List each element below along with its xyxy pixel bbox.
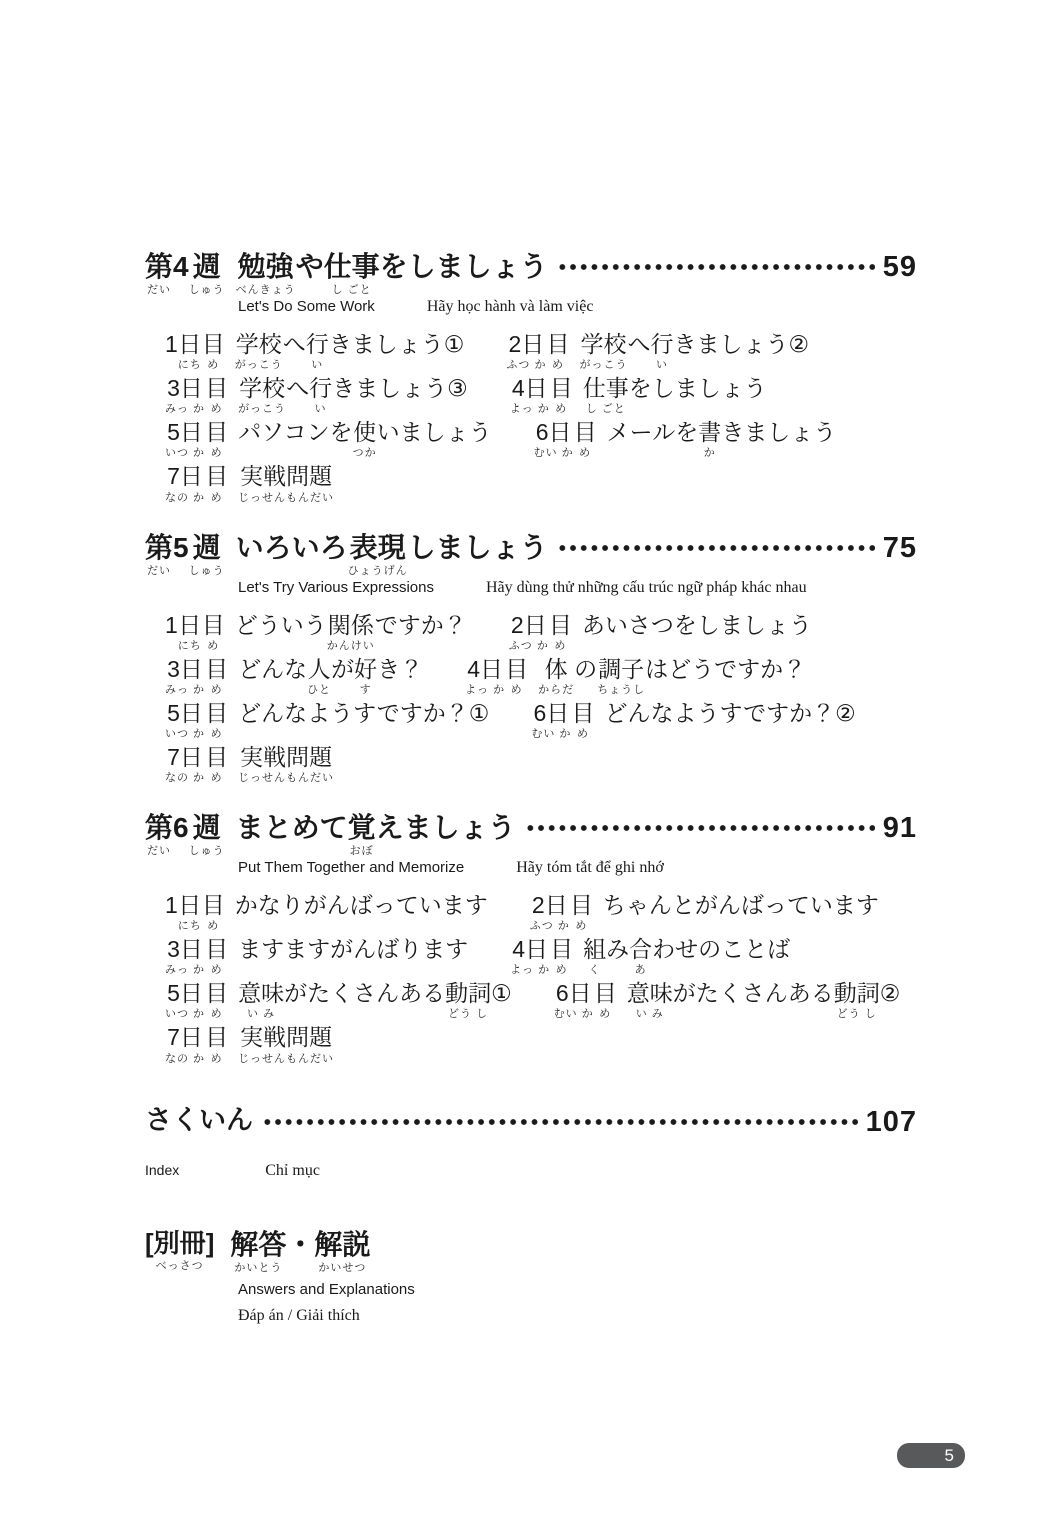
appendix-header-row [145, 1228, 917, 1274]
text-segment: 目 め [205, 743, 229, 785]
appendix-title [230, 1228, 370, 1274]
text-segment: ] [205, 1228, 215, 1259]
day-number [165, 612, 225, 652]
week-label [145, 531, 225, 577]
text-segment: いましょう [376, 419, 492, 446]
day-number [165, 656, 228, 696]
day-item [165, 936, 468, 976]
text-segment: どんな [238, 655, 308, 682]
text-segment: きましょう③ [332, 375, 468, 402]
text-segment: 目 め [593, 980, 617, 1021]
week-subtitle-row [238, 298, 917, 316]
page-number: 75 [882, 531, 917, 564]
text-segment: 3日 みっ か [165, 936, 206, 977]
dotted-leader [557, 531, 875, 565]
text-segment: 仕事 し ごと [323, 251, 380, 297]
index-subtitle-row [145, 1161, 917, 1180]
week-label [145, 250, 225, 296]
text-segment: きましょう [721, 419, 837, 446]
day-title [238, 375, 468, 415]
text-segment: 6 [173, 812, 189, 844]
text-segment: えましょう [375, 812, 516, 844]
page-number-badge [897, 1443, 965, 1468]
text-segment: きましょう① [328, 331, 465, 358]
text-segment: 体 からだ [538, 655, 575, 696]
text-segment: 4 [173, 251, 189, 282]
appendix-label [145, 1228, 214, 1272]
day-number [554, 980, 617, 1020]
text-segment: 1 [165, 611, 178, 638]
day-title [235, 612, 467, 652]
text-segment: 週 しゅう [188, 251, 225, 297]
text-segment: 5日 いつ か [165, 980, 206, 1021]
subtitle-vietnamese: Hãy dùng thử những cấu trúc ngữ pháp khác nhau [486, 578, 807, 596]
day-title [579, 331, 809, 371]
day-number [165, 700, 228, 740]
text-segment: わせのことば [652, 936, 791, 963]
text-segment: 5 [173, 531, 189, 563]
day-title [238, 656, 423, 696]
text-segment: 書 か [698, 419, 722, 460]
week-header-row [145, 811, 917, 857]
text-segment: き？ [377, 655, 424, 682]
text-segment: 勉強 べんきょう [235, 251, 296, 297]
day-row [165, 419, 917, 459]
day-number [531, 700, 594, 740]
week-title [236, 811, 516, 857]
day-title [603, 892, 879, 932]
text-segment: 1 [165, 331, 178, 358]
day-title [238, 936, 468, 976]
text-segment: 6日 むい か [531, 699, 572, 740]
text-segment: パソコンを [238, 419, 353, 446]
text-segment: 合 あ [629, 936, 653, 977]
day-row [165, 375, 917, 415]
dotted-leader [262, 1105, 858, 1139]
day-title [238, 1024, 334, 1064]
text-segment: 別冊 べっさつ [153, 1228, 206, 1273]
text-segment: ますますがんばります [238, 936, 469, 963]
text-segment: 目 め [205, 699, 229, 740]
subtitle-vietnamese: Hãy tóm tắt để ghi nhớ [516, 859, 664, 877]
text-segment: 目 め [546, 331, 570, 372]
subtitle-english: Answers and Explanations [238, 1281, 415, 1299]
text-segment: 意味 い み [626, 980, 673, 1021]
text-segment: 組 く [583, 936, 607, 977]
week-section [145, 811, 917, 1065]
day-title [583, 936, 790, 976]
day-number [165, 744, 228, 784]
day-list [165, 612, 917, 785]
text-segment: 目 め [205, 655, 229, 696]
text-segment: 調子 ちょうし [597, 655, 646, 696]
day-title [583, 375, 767, 415]
text-segment: 第 だい [145, 251, 174, 297]
text-segment: あいさつをしましょう [581, 611, 812, 638]
day-list [165, 892, 917, 1065]
text-segment: 7日 なの か [165, 463, 206, 504]
day-number [165, 375, 228, 415]
week-section [145, 531, 917, 785]
text-segment: 動詞 どう し [445, 980, 492, 1021]
text-segment: 実戦問題 じっせんもんだい [238, 743, 335, 785]
text-segment: 目 め [205, 463, 229, 504]
day-number [510, 375, 573, 415]
day-item [165, 892, 488, 932]
week-section [145, 250, 917, 504]
day-row [165, 744, 917, 784]
day-item [510, 936, 790, 976]
week-subtitle-row [238, 859, 917, 877]
day-title [238, 419, 492, 459]
text-segment: 7日 なの か [165, 743, 206, 785]
text-segment: いろいろ [235, 531, 348, 563]
text-segment: の [574, 655, 598, 682]
day-row [165, 656, 917, 696]
day-title [604, 700, 855, 740]
day-title [235, 892, 488, 932]
text-segment: はどうですか？ [645, 655, 807, 682]
text-segment: 学校 がっこう [579, 331, 628, 372]
day-number [510, 936, 573, 976]
text-segment: 1 [165, 892, 178, 919]
text-segment: 好 す [354, 655, 378, 696]
text-segment: [ [145, 1228, 154, 1259]
day-title [627, 980, 901, 1020]
day-item [165, 419, 492, 459]
appendix-section [145, 1228, 917, 1325]
text-segment: 第 だい [145, 812, 174, 858]
week-title [236, 531, 548, 577]
day-title [238, 700, 489, 740]
day-item [165, 331, 464, 371]
day-item [531, 700, 855, 740]
subtitle-vietnamese: Chỉ mục [265, 1162, 320, 1180]
text-segment: がたくさんある [284, 980, 446, 1007]
text-segment: 目 め [205, 419, 229, 460]
text-segment: ちゃんとがんばっています [602, 892, 879, 919]
day-row [165, 700, 917, 740]
day-item [165, 463, 334, 503]
week-title [236, 250, 548, 296]
week-sections [145, 250, 917, 1065]
text-segment: 目 め [205, 980, 229, 1021]
day-item [165, 980, 512, 1020]
text-segment: かなりがんばっています [234, 892, 488, 919]
text-segment: 目 め [569, 892, 593, 933]
day-item [165, 700, 489, 740]
text-segment: 目 め [205, 936, 229, 977]
text-segment: 3日 みっ か [165, 655, 206, 696]
day-item [165, 744, 334, 784]
text-segment: ・ [286, 1229, 315, 1261]
text-segment: 動詞 どう し [833, 980, 880, 1021]
text-segment: さくいん [145, 1104, 253, 1135]
day-item [165, 612, 467, 652]
day-item [165, 656, 423, 696]
subtitle-vietnamese: Đáp án / Giải thích [238, 1307, 360, 1325]
day-title [238, 980, 512, 1020]
day-title [235, 331, 465, 371]
day-number [165, 419, 228, 459]
text-segment: どんなようすですか？① [238, 699, 490, 726]
text-segment: が [331, 655, 355, 682]
day-number [165, 980, 228, 1020]
day-number [465, 656, 528, 696]
page-number: 91 [882, 812, 917, 845]
text-segment: 2日 ふつ か [529, 892, 570, 933]
day-row [165, 612, 917, 652]
text-segment: がたくさんある [672, 980, 834, 1007]
text-segment: 目 め [505, 655, 529, 696]
day-number [165, 892, 225, 932]
day-item [554, 980, 901, 1020]
dotted-leader [557, 250, 875, 284]
text-segment: 6日 むい か [553, 980, 594, 1021]
day-number [534, 419, 597, 459]
text-segment: 実戦問題 じっせんもんだい [238, 1024, 335, 1065]
text-segment: 学校 がっこう [238, 375, 287, 416]
text-segment: どんなようすですか？② [604, 699, 856, 726]
text-segment: ② [879, 980, 901, 1007]
day-title [582, 612, 812, 652]
text-segment: 人 ひと [307, 655, 332, 696]
text-segment: まとめて [235, 812, 348, 844]
day-title [607, 419, 837, 459]
day-number [506, 331, 569, 371]
text-segment: 週 しゅう [188, 531, 225, 577]
text-segment: 5日 いつ か [165, 419, 206, 460]
page-number-label: 5 [944, 1446, 954, 1465]
day-item [534, 419, 837, 459]
subtitle-english: Let's Try Various Expressions [238, 578, 434, 596]
text-segment: 目 め [201, 611, 225, 652]
text-segment: 実戦問題 じっせんもんだい [238, 463, 335, 504]
day-row [165, 463, 917, 503]
index-header-row [145, 1105, 917, 1150]
text-segment: へ [286, 375, 310, 402]
text-segment: ですか？ [374, 611, 467, 638]
day-item [509, 612, 812, 652]
text-segment: 3日 みっ か [165, 375, 206, 416]
text-segment: 4日 よっ か [465, 655, 506, 696]
day-item [510, 375, 767, 415]
day-number [165, 331, 225, 371]
text-segment: 関係 かんけい [326, 611, 375, 652]
text-segment: 目 め [549, 375, 573, 416]
text-segment: 覚 おぼ [347, 812, 376, 858]
text-segment: 4日 よっ か [509, 375, 550, 416]
text-segment: 解説 かいせつ [314, 1229, 371, 1275]
text-segment: ① [491, 980, 512, 1007]
day-number [165, 936, 228, 976]
text-segment: 行 い [309, 375, 333, 416]
day-item [165, 1024, 334, 1064]
text-segment: をしましょう [628, 375, 767, 402]
day-list [165, 331, 917, 504]
text-segment: 目 め [201, 331, 225, 372]
subtitle-english: Put Them Together and Memorize [238, 859, 465, 877]
text-segment: どういう [234, 611, 327, 638]
table-of-contents [145, 250, 917, 1325]
week-label [145, 811, 225, 857]
text-segment: 2日 ふつ か [508, 611, 549, 652]
subtitle-english: Let's Do Some Work [238, 298, 375, 316]
text-segment: へ [627, 331, 651, 358]
day-item [530, 892, 879, 932]
text-segment: 仕事 し ごと [582, 375, 629, 416]
text-segment: 解答 かいとう [230, 1229, 287, 1275]
text-segment: きましょう② [673, 331, 810, 358]
day-item [465, 656, 806, 696]
page-number: 59 [882, 251, 917, 283]
page-number: 107 [865, 1105, 917, 1138]
subtitle-vietnamese: Hãy học hành và làm việc [426, 298, 594, 316]
day-number [530, 892, 593, 932]
day-row [165, 1024, 917, 1064]
text-segment: 日 にち [177, 611, 202, 652]
text-segment: をしましょう [379, 251, 548, 282]
text-segment: 使 つか [352, 419, 377, 460]
day-title [238, 463, 334, 503]
day-title [538, 656, 806, 696]
text-segment: 目 め [573, 419, 597, 460]
dotted-leader [525, 811, 875, 845]
index-section [145, 1105, 917, 1181]
text-segment: 日 にち [177, 331, 202, 372]
text-segment: メールを [606, 419, 699, 446]
week-subtitle-row [238, 579, 917, 597]
text-segment: 週 しゅう [188, 812, 225, 858]
week-header-row [145, 531, 917, 577]
day-title [238, 744, 334, 784]
text-segment: 行 い [305, 331, 329, 372]
text-segment: 目 め [550, 936, 574, 977]
text-segment: 行 い [650, 331, 674, 372]
text-segment: 5日 いつ か [165, 699, 206, 740]
day-number [509, 612, 572, 652]
day-row [165, 892, 917, 932]
week-header-row [145, 250, 917, 296]
text-segment: 目 め [205, 375, 229, 416]
text-segment: 目 め [571, 699, 595, 740]
text-segment: や [295, 251, 324, 282]
subtitle-english: Index [145, 1162, 180, 1179]
day-item [506, 331, 809, 371]
text-segment: み [606, 936, 630, 963]
text-segment: 6日 むい か [533, 419, 574, 460]
text-segment: 日 にち [177, 892, 202, 933]
text-segment: 目 め [201, 892, 225, 933]
day-item [165, 375, 468, 415]
text-segment: しましょう [407, 531, 548, 563]
text-segment: 学校 がっこう [234, 331, 283, 372]
text-segment: 目 め [205, 1024, 229, 1065]
text-segment: へ [282, 331, 306, 358]
day-number [165, 1024, 228, 1064]
text-segment: 4日 よっ か [510, 936, 551, 977]
text-segment: 2日 ふつ か [506, 331, 547, 372]
text-segment: 意味 い み [238, 980, 285, 1021]
day-number [165, 463, 228, 503]
day-row [165, 936, 917, 976]
text-segment: 第 だい [145, 531, 174, 577]
index-title [145, 1105, 253, 1150]
text-segment: 7日 なの か [165, 1024, 206, 1065]
day-row [165, 980, 917, 1020]
text-segment: 目 め [548, 611, 572, 652]
day-row [165, 331, 917, 371]
text-segment: 表現 ひょうげん [347, 531, 408, 577]
